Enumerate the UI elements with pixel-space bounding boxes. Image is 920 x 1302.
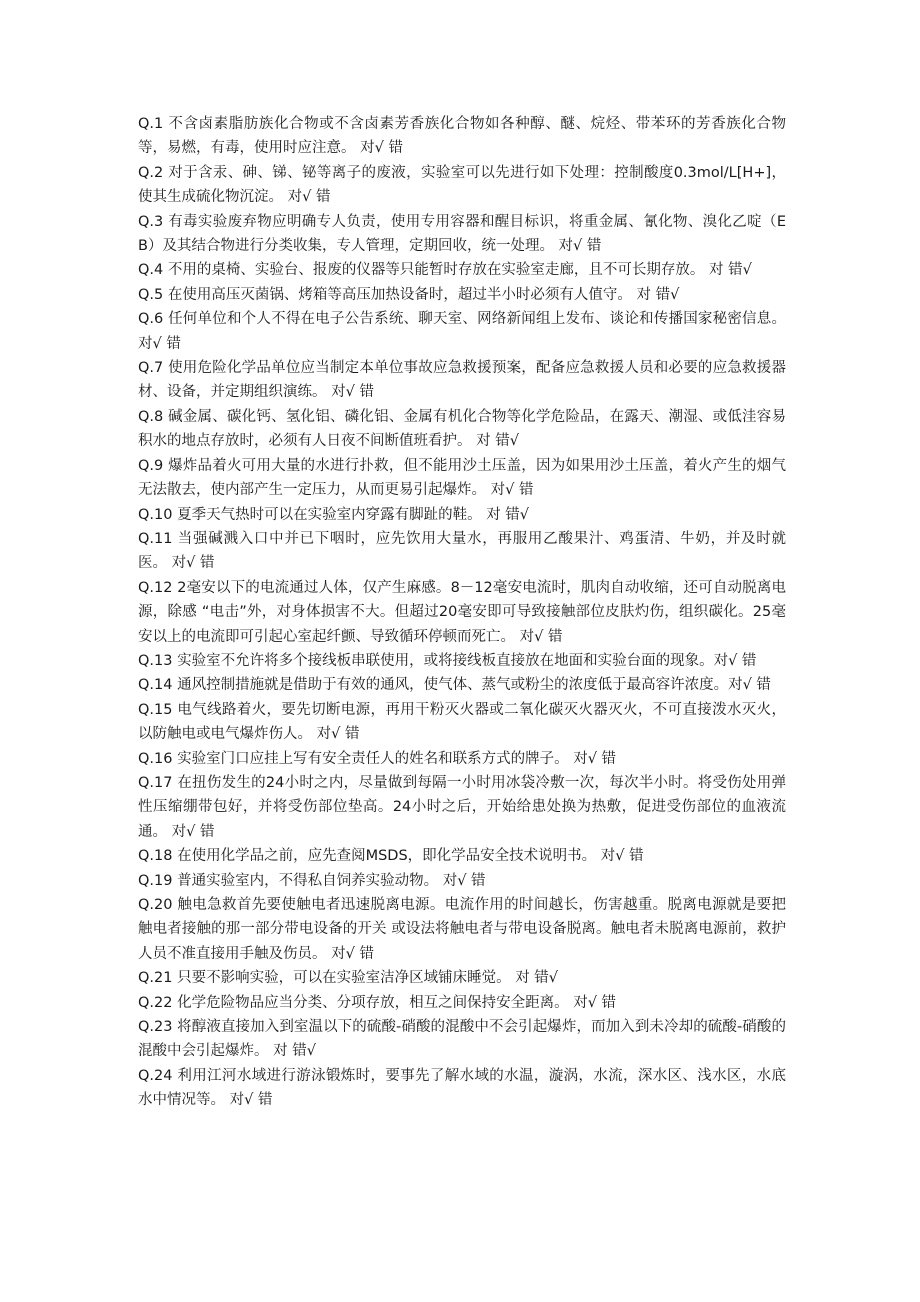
question-item: Q.12 2毫安以下的电流通过人体，仅产生麻感。8－12毫安电流时，肌肉自动收缩，还可自动脱离电源，除感 “电击”外，对身体损害不大。但超过20毫安即可导致接触部位皮肤灼伤，组织碳化。25毫安以上的电流即可引起心室起纤颤、导致循环停顿而死亡。 对√ 错: [138, 579, 786, 645]
question-item: Q.22 化学危险物品应当分类、分项存放，相互之间保持安全距离。 对√ 错: [138, 994, 617, 1011]
question-item: Q.20 触电急救首先要使触电者迅速脱离电源。电流作用的时间越长，伤害越重。脱离电源就是要把触电者接触的那一部分带电设备的开关 或设法将触电者与带电设备脱离。触电者未脱离电源前，救护人员不准直接用手触及伤员。 对√ 错: [138, 897, 786, 962]
question-item: Q.4 不用的桌椅、实验台、报废的仪器等只能暂时存放在实验室走廊，且不可长期存放。 对 错√: [138, 262, 752, 279]
question-item: Q.19 普通实验室内，不得私自饲养实验动物。 对√ 错: [138, 872, 486, 889]
question-item: Q.9 爆炸品着火可用大量的水进行扑救，但不能用沙土压盖，因为如果用沙土压盖，着火产生的烟气无法散去，使内部产生一定压力，从而更易引起爆炸。 对√ 错: [138, 457, 786, 499]
question-item: Q.10 夏季天气热时可以在实验室内穿露有脚趾的鞋。 对 错√: [138, 506, 530, 523]
question-item: Q.16 实验室门口应挂上写有安全责任人的姓名和联系方式的牌子。 对√ 错: [138, 750, 617, 767]
question-item: Q.15 电气线路着火，要先切断电源，再用干粉灭火器或二氧化碳灭火器灭火，不可直接泼水灭火，以防触电或电气爆炸伤人。 对√ 错: [138, 701, 786, 743]
question-item: Q.1 不含卤素脂肪族化合物或不含卤素芳香族化合物如各种醇、醚、烷烃、带苯环的芳香族化合物等，易燃，有毒，使用时应注意。 对√ 错: [138, 116, 786, 157]
question-item: Q.11 当强碱溅入口中并已下咽时，应先饮用大量水，再服用乙酸果汁、鸡蛋清、牛奶，并及时就医。 对√ 错: [138, 530, 786, 572]
question-item: Q.14 通风控制措施就是借助于有效的通风，使气体、蒸气或粉尘的浓度低于最高容许浓度。对√ 错: [138, 677, 771, 694]
question-item: Q.18 在使用化学品之前，应先查阅MSDS，即化学品安全技术说明书。 对√ 错: [138, 848, 644, 865]
question-item: Q.24 利用江河水域进行游泳锻炼时，要事先了解水域的水温，漩涡，水流，深水区、浅水区，水底水中情况等。 对√ 错: [138, 1067, 786, 1109]
document-page: [138, 112, 786, 1113]
question-item: Q.17 在扭伤发生的24小时之内，尽量做到每隔一小时用冰袋冷敷一次，每次半小时。将受伤处用弹性压缩绷带包好，并将受伤部位垫高。24小时之后，开始给患处换为热敷，促进受伤部位的血液流通。 对√ 错: [138, 774, 786, 840]
question-item: Q.2 对于含汞、砷、锑、铋等离子的废液，实验室可以先进行如下处理：控制酸度0.3mol/L[H+]，使其生成硫化物沉淀。 对√ 错: [138, 164, 786, 206]
question-item: Q.7 使用危险化学品单位应当制定本单位事故应急救援预案，配备应急救援人员和必要的应急救援器材、设备，并定期组织演练。 对√ 错: [138, 360, 786, 401]
question-item: Q.23 将醇液直接加入到室温以下的硫酸-硝酸的混酸中不会引起爆炸，而加入到未冷却的硫酸-硝酸的混酸中会引起爆炸。 对 错√: [138, 1019, 786, 1060]
question-item: Q.6 任何单位和个人不得在电子公告系统、聊天室、网络新闻组上发布、谈论和传播国家秘密信息。 对√ 错: [138, 311, 786, 352]
question-item: Q.21 只要不影响实验，可以在实验室洁净区域铺床睡觉。 对 错√: [138, 970, 559, 987]
question-item: Q.3 有毒实验废弃物应明确专人负责，使用专用容器和醒目标识，将重金属、氰化物、溴化乙啶（EB）及其结合物进行分类收集，专人管理，定期回收，统一处理。 对√ 错: [138, 213, 786, 255]
question-item: Q.13 实验室不允许将多个接线板串联使用，或将接线板直接放在地面和实验台面的现象。对√ 错: [138, 652, 757, 669]
question-item: Q.5 在使用高压灭菌锅、烤箱等高压加热设备时，超过半小时必须有人值守。 对 错√: [138, 286, 680, 303]
question-item: Q.8 碱金属、碳化钙、氢化铝、磷化铝、金属有机化合物等化学危险品，在露天、潮湿、或低洼容易积水的地点存放时，必须有人日夜不间断值班看护。 对 错√: [138, 408, 786, 450]
